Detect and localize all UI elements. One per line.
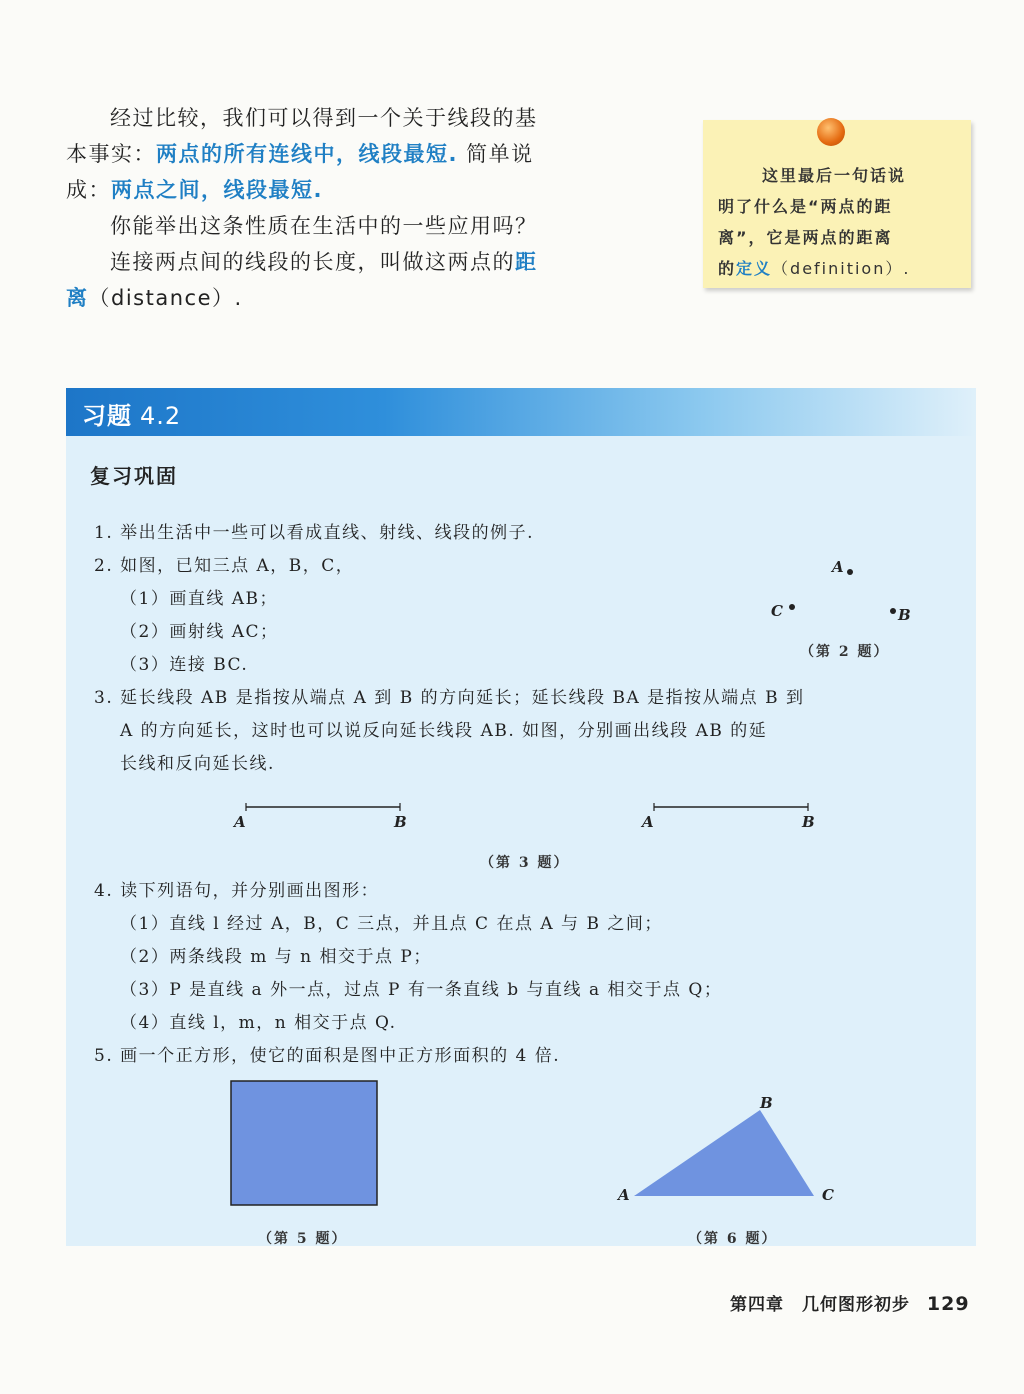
intro-paragraph: [66, 100, 656, 316]
intro-line: 离（distance）.: [66, 286, 243, 310]
q6-label-a: A: [618, 1186, 630, 1204]
question-2-part-1: （1）画直线 AB；: [120, 589, 278, 609]
question-5: 5. 画一个正方形，使它的面积是图中正方形面积的 4 倍.: [94, 1046, 561, 1066]
q6-label-b: B: [760, 1094, 773, 1112]
intro-line: 经过比较，我们可以得到一个关于线段的基: [110, 106, 538, 130]
point-c: [789, 604, 795, 610]
q6-caption: （第 6 题）: [688, 1231, 778, 1247]
point-a: [847, 569, 853, 575]
exercise-banner: [66, 388, 976, 436]
question-3-line-1: 3. 延长线段 AB 是指按从端点 A 到 B 的方向延长；延长线段 BA 是指按从端点 B 到: [94, 688, 805, 708]
q3-segment-right: [648, 800, 818, 814]
intro-line: 成：两点之间，线段最短.: [66, 178, 323, 202]
question-4-part-4: （4）直线 l，m，n 相交于点 Q.: [120, 1013, 397, 1033]
question-4: 4. 读下列语句，并分别画出图形：: [94, 881, 380, 901]
intro-line: 本事实：两点的所有连线中，线段最短. 简单说: [66, 142, 534, 166]
definition-term: 定义: [736, 259, 773, 278]
question-3-line-2: A 的方向延长，这时也可以说反向延长线段 AB. 如图，分别画出线段 AB 的延: [120, 721, 768, 741]
q3-caption: （第 3 题）: [480, 855, 570, 871]
triangle-shape: [634, 1110, 814, 1196]
chapter-title: 第四章 几何图形初步: [730, 1295, 910, 1315]
question-3-line-3: 长线和反向延长线.: [120, 754, 275, 774]
q3-right-label-a: A: [642, 813, 654, 831]
q6-label-c: C: [822, 1186, 834, 1204]
question-2-part-2: （2）画射线 AC；: [120, 622, 279, 642]
q5-square-figure: [228, 1078, 382, 1208]
q3-left-label-b: B: [394, 813, 407, 831]
question-4-part-3: （3）P 是直线 a 外一点，过点 P 有一条直线 b 与直线 a 相交于点 Q；: [120, 980, 723, 1000]
intro-line: 连接两点间的线段的长度，叫做这两点的距: [110, 250, 538, 274]
intro-question: 你能举出这条性质在生活中的一些应用吗？: [110, 214, 538, 238]
exercise-title: 习题 4.2: [82, 402, 182, 430]
q2-label-a: A: [832, 558, 844, 576]
section-heading: 复习巩固: [90, 464, 178, 488]
question-2-part-3: （3）连接 BC.: [120, 655, 249, 675]
q2-label-b: B: [898, 606, 911, 624]
key-fact: 两点的所有连线中，线段最短.: [156, 142, 458, 166]
q2-caption: （第 2 题）: [800, 644, 890, 660]
page-footer: [730, 1290, 970, 1315]
key-fact-short: 两点之间，线段最短.: [111, 178, 323, 202]
question-1: 1. 举出生活中一些可以看成直线、射线、线段的例子.: [94, 523, 535, 543]
pushpin-icon: [817, 118, 845, 146]
point-b: [890, 608, 896, 614]
q3-segment-left: [240, 800, 410, 814]
q3-right-label-b: B: [802, 813, 815, 831]
question-2: 2. 如图，已知三点 A，B，C，: [94, 556, 355, 576]
q2-label-c: C: [771, 602, 783, 620]
note-text: 这里最后一句话说 明了什么是“两点的距 离”，它是两点的距离 的定义（definition）.: [718, 166, 911, 278]
exercise-panel: [66, 388, 976, 1246]
q3-left-label-a: A: [234, 813, 246, 831]
question-4-part-2: （2）两条线段 m 与 n 相交于点 P；: [120, 947, 432, 967]
q5-caption: （第 5 题）: [258, 1231, 348, 1247]
square-shape: [231, 1081, 377, 1205]
page-number: 129: [926, 1293, 970, 1315]
q6-triangle-figure: [628, 1100, 828, 1204]
question-4-part-1: （1）直线 l 经过 A，B，C 三点，并且点 C 在点 A 与 B 之间；: [120, 914, 663, 934]
